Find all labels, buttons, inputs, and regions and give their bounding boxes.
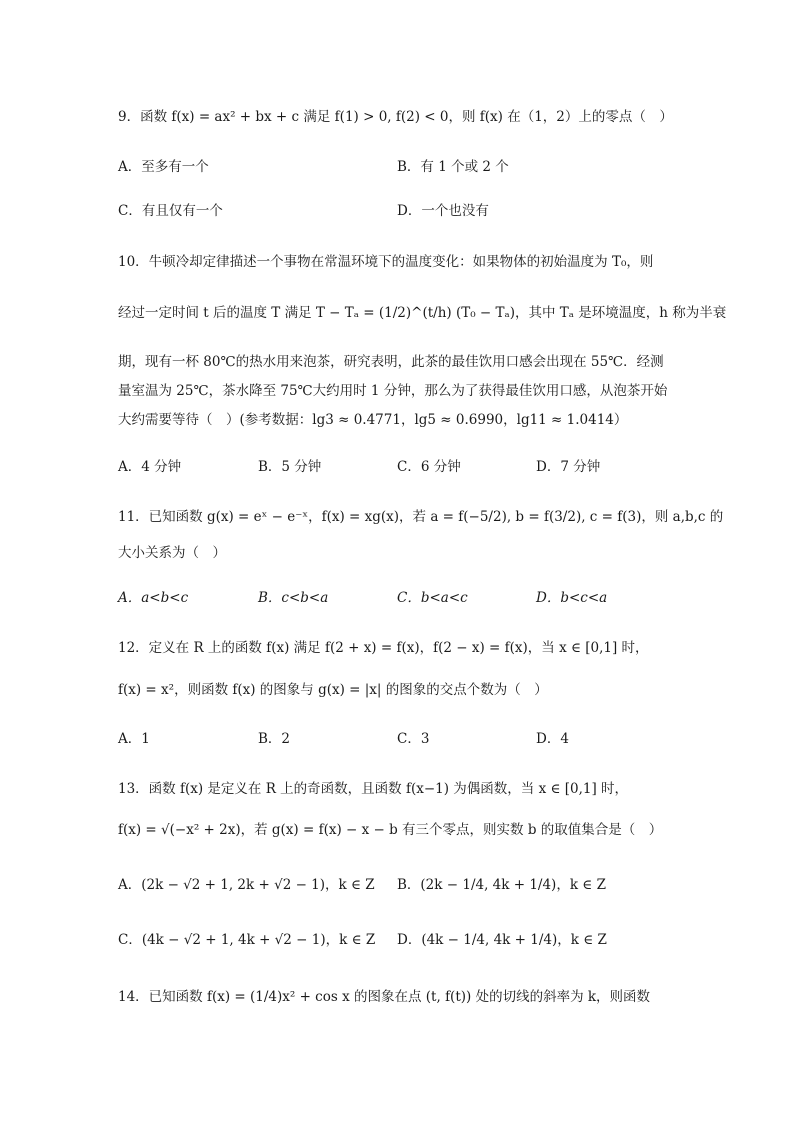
q12-line-2: f(x) = x²，则函数 f(x) 的图象与 g(x) = |x| 的图象的交点个数为（ ） <box>118 682 548 698</box>
q9-option-b: B．有 1 个或 2 个 <box>397 159 509 175</box>
q13-line-1: 13．函数 f(x) 是定义在 R 上的奇函数，且函数 f(x−1) 为偶函数，当 x ∈ [0,1] 时， <box>118 781 629 797</box>
q12-line-1: 12．定义在 R 上的函数 f(x) 满足 f(2 + x) = f(x)，f(2 − x) = f(x)，当 x ∈ [0,1] 时， <box>118 640 649 656</box>
q12-option-b: B．2 <box>258 731 291 747</box>
q10-line-5: 大约需要等待（ ）(参考数据：lg3 ≈ 0.4771，lg5 ≈ 0.6990，lg11 ≈ 1.0414） <box>118 412 628 428</box>
q10-line-4: 量室温为 25℃，茶水降至 75℃大约用时 1 分钟，那么为了获得最佳饮用口感，从泡茶开始 <box>118 383 668 399</box>
q12-option-c: C．3 <box>397 731 430 747</box>
q13-option-d: D．(4k − 1/4, 4k + 1/4)，k ∈ Z <box>397 932 607 948</box>
q12-option-d: D．4 <box>536 731 569 747</box>
q13-option-b: B．(2k − 1/4, 4k + 1/4)，k ∈ Z <box>397 877 606 893</box>
q10-option-d: D．7 分钟 <box>536 459 601 475</box>
q11-option-c: C．b<a<c <box>397 590 468 606</box>
q13-option-a: A．(2k − √2 + 1, 2k + √2 − 1)，k ∈ Z <box>118 877 375 893</box>
q10-option-c: C．6 分钟 <box>397 459 461 475</box>
q11-line-1: 11．已知函数 g(x) = eˣ − e⁻ˣ，f(x) = xg(x)，若 a = f(−5/2), b = f(3/2), c = f(3)，则 a,b,c 的 <box>118 509 724 525</box>
q10-option-a: A．4 分钟 <box>118 459 182 475</box>
q10-option-b: B．5 分钟 <box>258 459 322 475</box>
q13-option-c: C．(4k − √2 + 1, 4k + √2 − 1)，k ∈ Z <box>118 932 376 948</box>
q10-line-2: 经过一定时间 t 后的温度 T 满足 T − Tₐ = (1/2)^(t/h) (T₀ − Tₐ)，其中 Tₐ 是环境温度，h 称为半衰 <box>118 305 727 321</box>
q10-line-1: 10．牛顿冷却定律描述一个事物在常温环境下的温度变化：如果物体的初始温度为 T₀，则 <box>118 254 654 270</box>
q14-line-1: 14．已知函数 f(x) = (1/4)x² + cos x 的图象在点 (t, f(t)) 处的切线的斜率为 k，则函数 <box>118 989 651 1005</box>
q11-option-b: B．c<b<a <box>258 590 329 606</box>
q11-line-2: 大小关系为（ ） <box>118 545 226 561</box>
q10-line-3: 期，现有一杯 80℃的热水用来泡茶，研究表明，此茶的最佳饮用口感会出现在 55℃．经测 <box>118 354 664 370</box>
q11-option-a: A．a<b<c <box>118 590 189 606</box>
q11-option-d: D．b<c<a <box>536 590 608 606</box>
q13-line-2: f(x) = √(−x² + 2x)，若 g(x) = f(x) − x − b 有三个零点，则实数 b 的取值集合是（ ） <box>118 822 663 838</box>
q9-option-c: C．有且仅有一个 <box>118 203 223 219</box>
q9-option-a: A．至多有一个 <box>118 159 209 175</box>
q9-stem: 9．函数 f(x) = ax² + bx + c 满足 f(1) > 0, f(2) < 0，则 f(x) 在（1，2）上的零点（ ） <box>118 109 673 125</box>
q9-option-d: D．一个也没有 <box>397 203 489 219</box>
q12-option-a: A．1 <box>118 731 150 747</box>
